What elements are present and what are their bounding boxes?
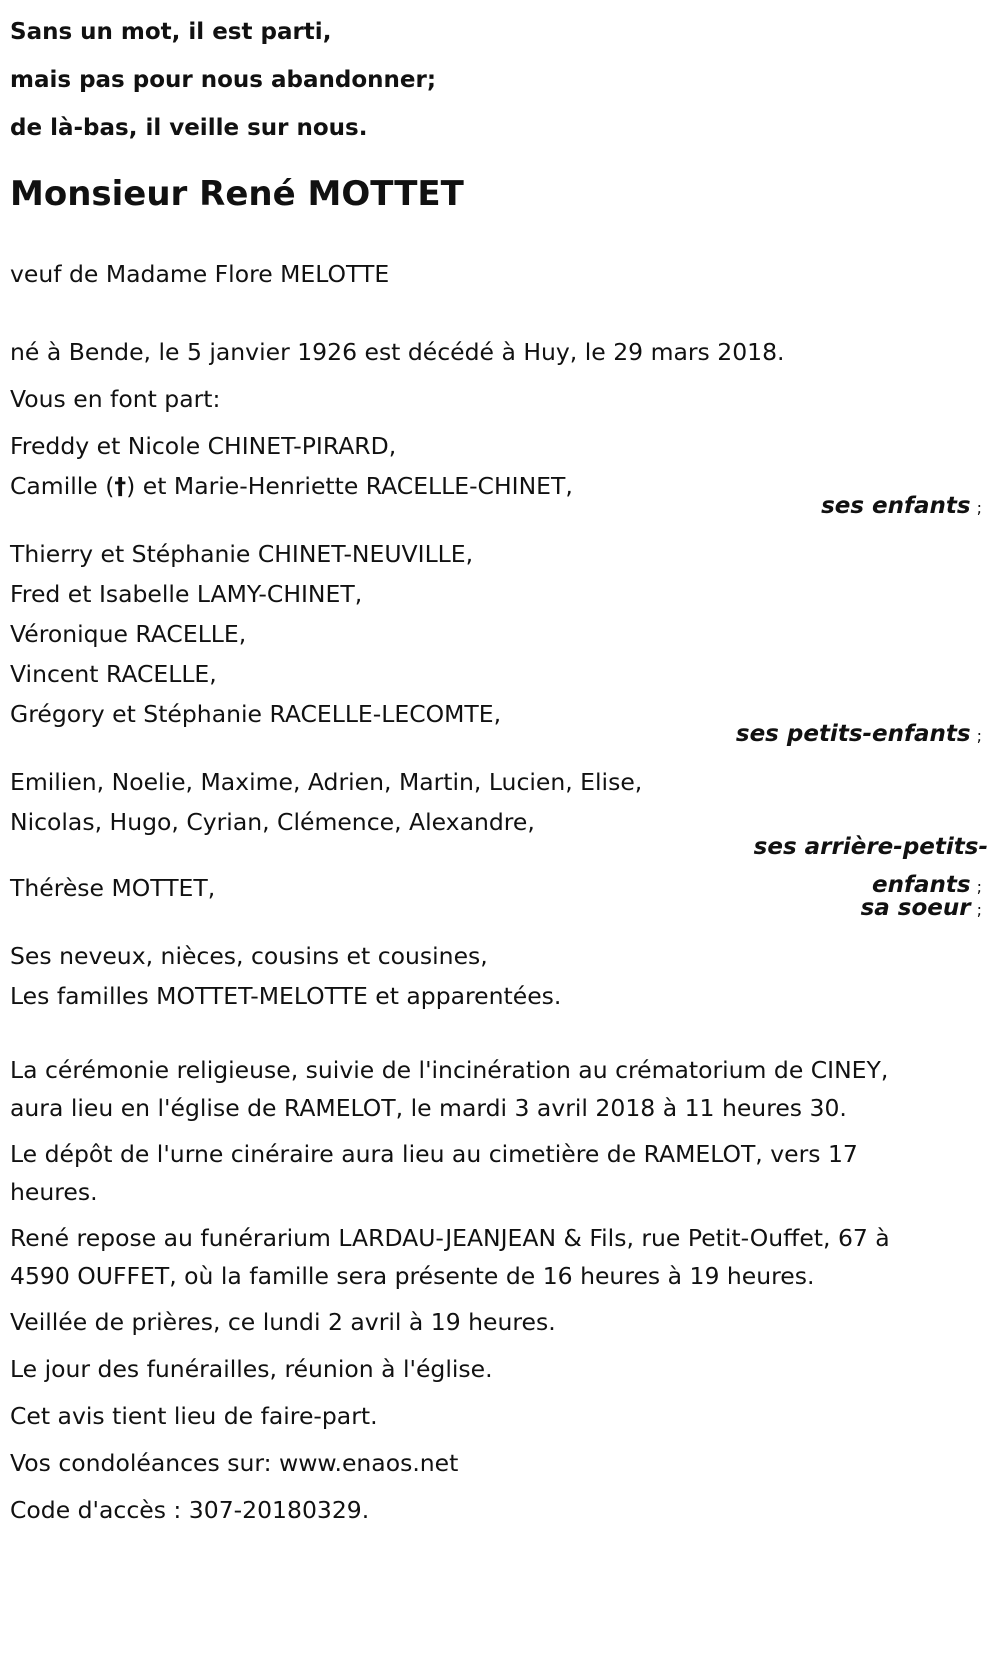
funeral-home-paragraph: René repose au funérarium LARDAU-JEANJEAN & Fils, rue Petit-Ouffet, 67 à 4590 OUFFET, où la famille sera présente de 16 heures à 19 heures. — [10, 1224, 890, 1290]
family-member-line: Grégory et Stéphanie RACELLE-LECOMTE, — [10, 700, 502, 728]
family-member-line: Ses neveux, nièces, cousins et cousines, — [10, 942, 488, 970]
family-member-line: Les familles MOTTET-MELOTTE et apparentées. — [10, 982, 562, 1010]
family-member-line: Nicolas, Hugo, Cyrian, Clémence, Alexandre, — [10, 808, 535, 836]
ceremony-paragraph: La cérémonie religieuse, suivie de l'incinération au crématorium de CINEY, aura lieu en l'église de RAMELOT, le mardi 3 avril 2018 à 11 heures 30. — [10, 1056, 889, 1122]
sister-block — [10, 868, 988, 930]
vigil-line: Veillée de prières, ce lundi 2 avril à 19 heures. — [10, 1308, 556, 1336]
poem-line: de là-bas, il veille sur nous. — [10, 115, 368, 141]
meeting-line: Le jour des funérailles, réunion à l'église. — [10, 1355, 493, 1383]
poem-line: Sans un mot, il est parti, — [10, 19, 332, 45]
poem-line: mais pas pour nous abandonner; — [10, 67, 437, 93]
relation-text: ses petits-enfants — [735, 721, 971, 747]
grandchildren-block — [10, 534, 988, 756]
children-block — [10, 426, 988, 528]
ceremony-details — [10, 1052, 988, 1530]
urn-paragraph: Le dépôt de l'urne cinéraire aura lieu au cimetière de RAMELOT, vers 17 heures. — [10, 1140, 858, 1206]
other-relatives-block — [10, 936, 988, 1016]
name-part: Camille ( — [10, 472, 115, 500]
family-member-line: Vincent RACELLE, — [10, 660, 217, 688]
semicolon: ; — [976, 900, 982, 919]
family-member-line: Véronique RACELLE, — [10, 620, 247, 648]
semicolon: ; — [976, 498, 982, 517]
family-member-line: Thierry et Stéphanie CHINET-NEUVILLE, — [10, 540, 474, 568]
relation-text: enfants — [872, 872, 971, 898]
family-member-line: Emilien, Noelie, Maxime, Adrien, Martin, Lucien, Elise, — [10, 768, 643, 796]
family-member-line: Thérèse MOTTET, — [10, 874, 216, 902]
access-code-line: Code d'accès : 307-20180329. — [10, 1496, 370, 1524]
cross-icon: † — [114, 472, 127, 500]
name-part: ) et Marie-Henriette RACELLE-CHINET, — [126, 472, 573, 500]
notice-line: Cet avis tient lieu de faire-part. — [10, 1402, 378, 1430]
announce-line: Vous en font part: — [10, 385, 221, 413]
semicolon: ; — [976, 877, 982, 896]
family-member-line: Fred et Isabelle LAMY-CHINET, — [10, 580, 363, 608]
family-member-line: Freddy et Nicole CHINET-PIRARD, — [10, 432, 397, 460]
birth-death-line: né à Bende, le 5 janvier 1926 est décédé à Huy, le 29 mars 2018. — [10, 338, 785, 366]
relation-text: ses arrière-petits- — [753, 834, 988, 860]
relation-text: ses enfants — [821, 493, 971, 519]
deceased-name-title: Monsieur René MOTTET — [10, 174, 464, 214]
relation-text: sa soeur — [860, 895, 971, 921]
semicolon: ; — [976, 726, 982, 745]
poem — [10, 8, 988, 152]
condolences-line: Vos condoléances sur: www.enaos.net — [10, 1449, 459, 1477]
widow-of-line: veuf de Madame Flore MELOTTE — [10, 260, 390, 288]
